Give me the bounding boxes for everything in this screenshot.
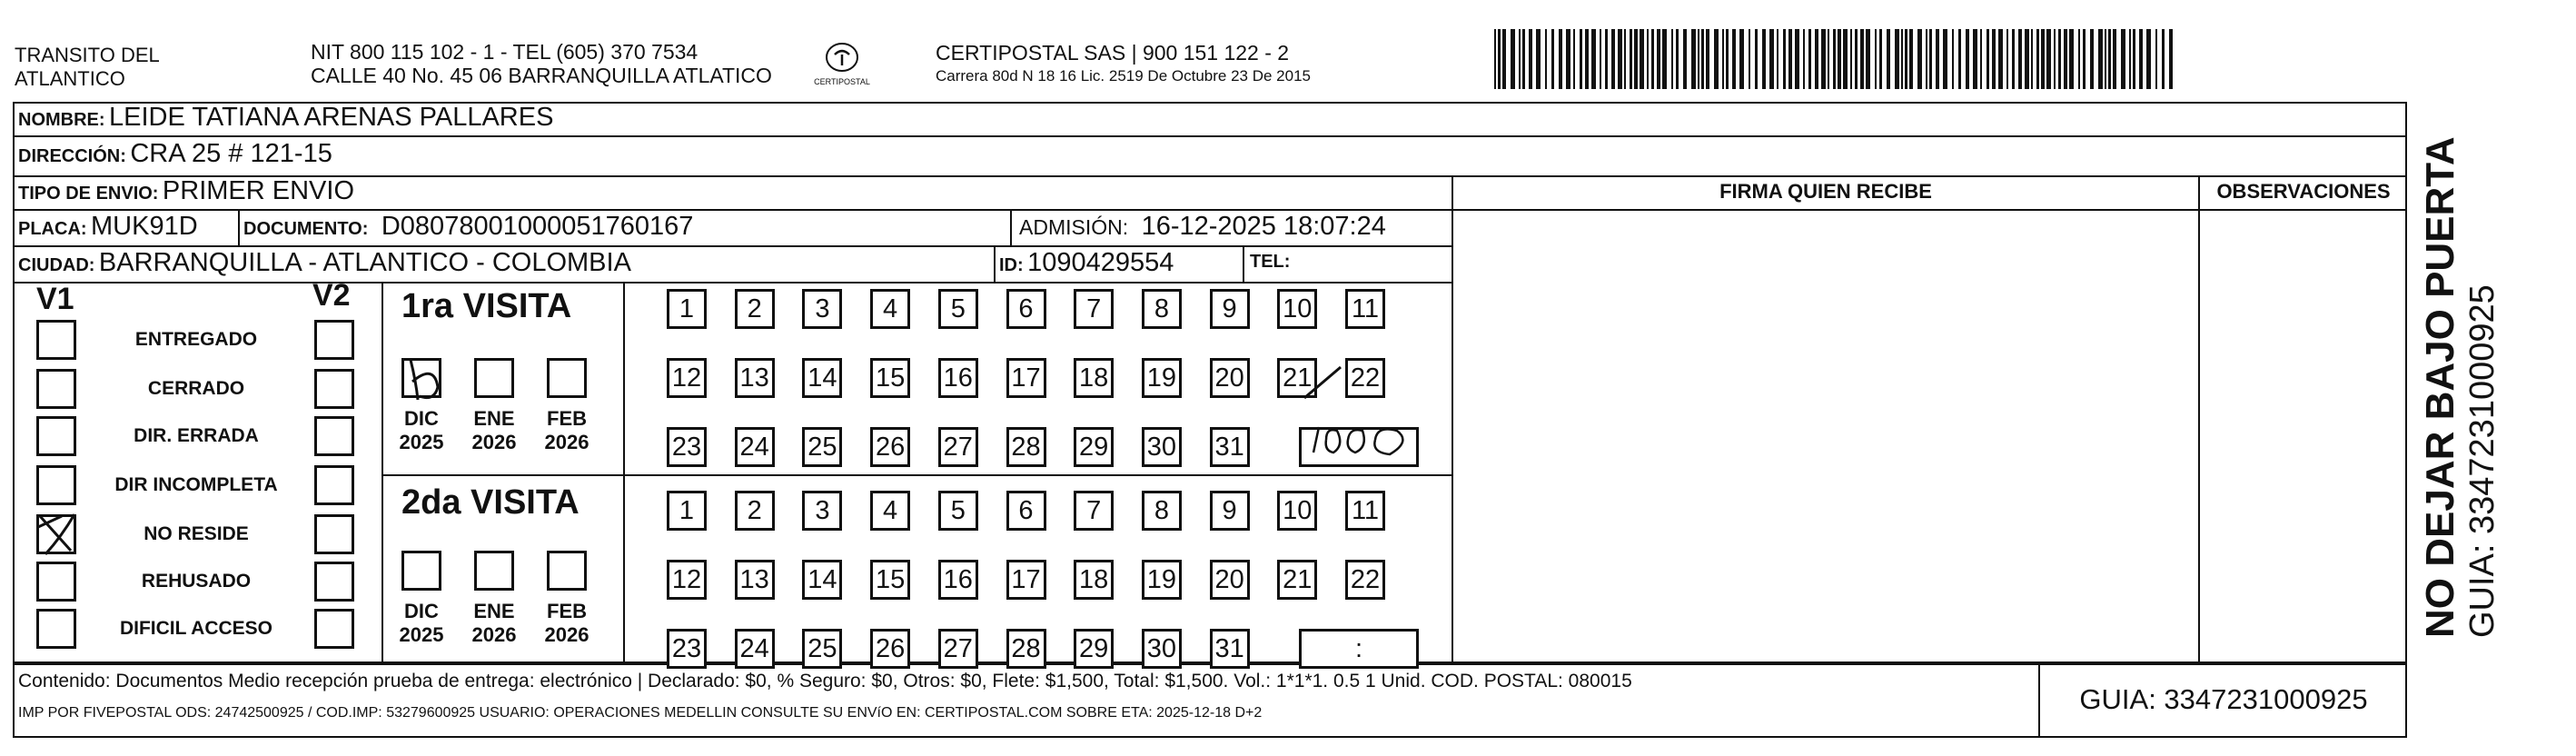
barcode-bar [1647, 29, 1649, 89]
day-box[interactable]: 17 [1006, 358, 1046, 398]
day-box[interactable]: 2 [735, 289, 775, 329]
v1-checkbox[interactable] [36, 416, 76, 456]
barcode-bar [1749, 29, 1750, 89]
day-box[interactable]: 12 [667, 560, 707, 600]
side-notice: NO DEJAR BAJO PUERTA GUIA: 3347231000925 [2418, 136, 2502, 638]
day-21-mark [1301, 362, 1346, 407]
barcode-bar [1580, 29, 1582, 89]
barcode-bar [1838, 29, 1841, 89]
status-label: ENTREGADO [134, 329, 258, 350]
barcode-bar [1783, 29, 1786, 89]
day-box[interactable]: 19 [1142, 560, 1182, 600]
barcode-bar [1843, 29, 1848, 89]
day-box[interactable]: 12 [667, 358, 707, 398]
dic-check-mark [398, 354, 452, 405]
barcode-bar [1905, 29, 1907, 89]
barcode-bar [1926, 29, 1927, 89]
barcode-bar [1701, 29, 1704, 89]
barcode-bar [2169, 29, 2173, 89]
visit1-hour-field[interactable] [1299, 420, 1419, 460]
day-box[interactable]: 4 [870, 491, 910, 531]
barcode-bar [1821, 29, 1826, 89]
month-checkbox[interactable] [401, 551, 441, 591]
barcode-bar [2129, 29, 2131, 89]
observations-area[interactable] [2202, 213, 2405, 660]
day-box[interactable]: 28 [1006, 629, 1046, 669]
barcode-bar [2090, 29, 2094, 89]
v1-checkbox[interactable] [36, 369, 76, 409]
day-box[interactable]: 10 [1277, 289, 1317, 329]
barcode-bar [1722, 29, 1724, 89]
v2-checkbox[interactable] [314, 320, 354, 360]
barcode-bar [1788, 29, 1792, 89]
month-label: DIC 2025 [399, 407, 444, 453]
barcode-bar [2155, 29, 2157, 89]
visit1-title: 1ra VISITA [401, 287, 572, 325]
barcode-bar [1529, 29, 1532, 89]
day-box[interactable]: 14 [802, 560, 842, 600]
carrier-info: CERTIPOSTAL SAS | 900 151 122 - 2 Carrera 80d N 18 16 Lic. 2519 De Octubre 23 De 2015 [936, 41, 1311, 85]
day-box[interactable]: 29 [1074, 427, 1114, 467]
barcode-bar [1573, 29, 1575, 89]
status-label: CERRADO [147, 378, 245, 399]
day-box[interactable]: 3 [802, 491, 842, 531]
barcode-bar [2108, 29, 2111, 89]
day-box[interactable]: 7 [1074, 289, 1114, 329]
barcode-bar [1600, 29, 1601, 89]
barcode-bar [1536, 29, 1541, 89]
barcode-bar [1676, 29, 1679, 89]
v2-checkbox[interactable] [314, 562, 354, 602]
barcode-bar [1671, 29, 1673, 89]
barcode-bar [1833, 29, 1836, 89]
barcode-bar [1624, 29, 1626, 89]
barcode-bar [1943, 29, 1947, 89]
barcode-bar [2139, 29, 2143, 89]
day-box[interactable]: 6 [1006, 289, 1046, 329]
barcode-bar [1522, 29, 1525, 89]
firma-header: FIRMA QUIEN RECIBE [1719, 180, 1932, 203]
day-box[interactable]: 5 [938, 289, 978, 329]
barcode-bar [1850, 29, 1852, 89]
day-box[interactable]: 15 [870, 560, 910, 600]
day-box[interactable]: 30 [1142, 427, 1182, 467]
direccion-row: DIRECCIÓN: CRA 25 # 121-15 [18, 139, 332, 168]
month-checkbox[interactable] [474, 551, 514, 591]
day-box[interactable]: 21 [1277, 358, 1317, 398]
v2-checkbox[interactable] [314, 465, 354, 505]
day-box[interactable]: 10 [1277, 491, 1317, 531]
barcode-bar [1657, 29, 1660, 89]
issuer-name: TRANSITO DEL ATLANTICO [15, 44, 160, 90]
barcode-bar [1795, 29, 1799, 89]
signature-area[interactable] [1455, 213, 2196, 660]
barcode-bar [2012, 29, 2015, 89]
day-box[interactable]: 19 [1142, 358, 1182, 398]
barcode-bar [1519, 29, 1521, 89]
barcode-bar [1726, 29, 1729, 89]
day-box[interactable]: 29 [1074, 629, 1114, 669]
day-box[interactable]: 13 [735, 358, 775, 398]
barcode-bar [1651, 29, 1654, 89]
month-checkbox[interactable] [474, 358, 514, 398]
barcode-bar [1917, 29, 1922, 89]
barcode-bar [1630, 29, 1632, 89]
barcode-bar [1494, 29, 1496, 89]
footer-guia: GUIA: 3347231000925 [2079, 683, 2368, 715]
barcode-bar [1640, 29, 1644, 89]
placa-field: PLACA: MUK91D [18, 212, 198, 241]
barcode-bar [1545, 29, 1547, 89]
nombre-row: NOMBRE: LEIDE TATIANA ARENAS PALLARES [18, 103, 554, 132]
month-label: ENE 2026 [471, 407, 517, 453]
v2-checkbox[interactable] [314, 369, 354, 409]
barcode-bar [1875, 29, 1877, 89]
ciudad-field: CIUDAD: BARRANQUILLA - ATLANTICO - COLOMBIA [18, 248, 631, 277]
observaciones-header: OBSERVACIONES [2216, 180, 2391, 203]
barcode-bar [1815, 29, 1818, 89]
v1-checkbox[interactable] [36, 609, 76, 649]
barcode-bar [1998, 29, 2003, 89]
barcode-bar [1591, 29, 1596, 89]
barcode-bar [2146, 29, 2151, 89]
day-box[interactable]: 3 [802, 289, 842, 329]
barcode-bar [2036, 29, 2039, 89]
day-box[interactable]: 24 [735, 427, 775, 467]
day-box[interactable]: 16 [938, 560, 978, 600]
day-box[interactable]: 7 [1074, 491, 1114, 531]
barcode-bar [1502, 29, 1506, 89]
footer-imp: IMP POR FIVEPOSTAL ODS: 24742500925 / COD.IMP: 53279600925 USUARIO: OPERACIONES MEDELLIN CONSULTE SU ENVíO EN: CERTIPOSTAL.COM SOBRE ETA: 2025-12-18 D+2 [18, 705, 1263, 721]
barcode-bar [1732, 29, 1736, 89]
barcode-bar [1879, 29, 1882, 89]
id-field: ID: 1090429554 [999, 248, 1174, 277]
barcode-bar [2113, 29, 2116, 89]
barcode-bar [1936, 29, 1939, 89]
barcode-bar [1803, 29, 1805, 89]
barcode-bar [2064, 29, 2067, 89]
month-label: DIC 2025 [399, 600, 444, 646]
barcode-bar [1980, 29, 1982, 89]
day-box[interactable]: 2 [735, 491, 775, 531]
barcode-bar [2133, 29, 2135, 89]
status-label: REHUSADO [141, 571, 252, 592]
day-box[interactable]: 17 [1006, 560, 1046, 600]
barcode-bar [1683, 29, 1687, 89]
barcode-bar [1952, 29, 1954, 89]
month-checkbox[interactable] [547, 551, 587, 591]
barcode-bar [1691, 29, 1696, 89]
day-box[interactable]: 27 [938, 427, 978, 467]
barcode-bar [1551, 29, 1554, 89]
visit2-title: 2da VISITA [401, 483, 580, 522]
barcode-bar [1895, 29, 1899, 89]
barcode-bar [1739, 29, 1744, 89]
barcode-bar [1992, 29, 1996, 89]
day-box[interactable]: 25 [802, 427, 842, 467]
v2-checkbox[interactable] [314, 609, 354, 649]
barcode-bar [1605, 29, 1608, 89]
barcode-bar [1777, 29, 1778, 89]
day-box[interactable]: 20 [1210, 358, 1250, 398]
barcode [1494, 27, 2185, 91]
day-box[interactable]: 5 [938, 491, 978, 531]
logo-icon [824, 42, 860, 73]
barcode-bar [2006, 29, 2008, 89]
barcode-bar [2018, 29, 2022, 89]
day-box[interactable]: 8 [1142, 491, 1182, 531]
barcode-bar [2025, 29, 2029, 89]
carrier-logo: CERTIPOSTAL [792, 42, 892, 86]
day-box[interactable]: 26 [870, 427, 910, 467]
barcode-bar [2078, 29, 2080, 89]
v2-label: V2 [312, 278, 351, 313]
barcode-bar [2162, 29, 2165, 89]
month-label: FEB 2026 [544, 407, 590, 453]
footer-content: Contenido: Documentos Medio recepción prueba de entrega: electrónico | Declarado: $0, % Seguro: $0, Otros: $0, Flete: $1,500, Total: $1,500. Vol.: 1*1*1. 0.5 1 Unid. COD. POSTAL: 080015 [18, 671, 1632, 691]
day-box[interactable]: 25 [802, 629, 842, 669]
day-box[interactable]: 31 [1210, 629, 1250, 669]
day-box[interactable]: 15 [870, 358, 910, 398]
documento-field: DOCUMENTO: D08078001000051760167 [243, 212, 694, 241]
day-box[interactable]: 27 [938, 629, 978, 669]
v1-label: V1 [36, 282, 74, 316]
barcode-bar [2046, 29, 2051, 89]
day-box[interactable]: 4 [870, 289, 910, 329]
barcode-bar [1901, 29, 1903, 89]
barcode-bar [1966, 29, 1969, 89]
barcode-bar [1698, 29, 1699, 89]
barcode-bar [2031, 29, 2033, 89]
v1-checkbox[interactable] [36, 465, 76, 505]
barcode-bar [1808, 29, 1811, 89]
admision-field: ADMISIÓN: 16-12-2025 18:07:24 [1019, 212, 1386, 241]
barcode-bar [1511, 29, 1515, 89]
barcode-bar [1611, 29, 1615, 89]
barcode-bar [2121, 29, 2125, 89]
barcode-bar [2105, 29, 2106, 89]
day-box[interactable]: 16 [938, 358, 978, 398]
v1-checkbox[interactable] [36, 320, 76, 360]
barcode-bar [1498, 29, 1501, 89]
v1-checkbox[interactable] [36, 562, 76, 602]
barcode-bar [1706, 29, 1709, 89]
barcode-bar [1887, 29, 1890, 89]
day-box[interactable]: 21 [1277, 560, 1317, 600]
barcode-bar [2054, 29, 2056, 89]
day-box[interactable]: 31 [1210, 427, 1250, 467]
barcode-bar [1762, 29, 1766, 89]
hour-box[interactable]: : [1299, 629, 1419, 669]
day-box[interactable]: 9 [1210, 289, 1250, 329]
status-label: DIFICIL ACCESO [119, 618, 272, 639]
barcode-bar [1958, 29, 1961, 89]
barcode-bar [1618, 29, 1622, 89]
no-reside-check-mark [35, 509, 85, 560]
day-box[interactable]: 11 [1345, 491, 1385, 531]
barcode-bar [1566, 29, 1570, 89]
barcode-bar [1860, 29, 1864, 89]
barcode-bar [2083, 29, 2086, 89]
month-label: FEB 2026 [544, 600, 590, 646]
day-box[interactable]: 22 [1345, 560, 1385, 600]
day-box[interactable]: 23 [667, 427, 707, 467]
tipo-envio-row: TIPO DE ENVIO: PRIMER ENVIO [18, 176, 355, 205]
status-label: DIR INCOMPLETA [114, 474, 278, 495]
barcode-bar [1929, 29, 1932, 89]
hour-handwriting [1299, 420, 1419, 460]
day-box[interactable]: 18 [1074, 358, 1114, 398]
day-box[interactable]: 1 [667, 491, 707, 531]
barcode-bar [1634, 29, 1638, 89]
day-box[interactable]: 30 [1142, 629, 1182, 669]
day-box[interactable]: 8 [1142, 289, 1182, 329]
barcode-bar [1855, 29, 1858, 89]
issuer-contact: NIT 800 115 102 - 1 - TEL (605) 370 7534 CALLE 40 No. 45 06 BARRANQUILLA ATLATICO [311, 40, 772, 87]
day-box[interactable]: 6 [1006, 491, 1046, 531]
barcode-bar [1828, 29, 1829, 89]
barcode-bar [1769, 29, 1774, 89]
day-box[interactable]: 13 [735, 560, 775, 600]
status-label: NO RESIDE [144, 523, 249, 544]
barcode-bar [1973, 29, 1977, 89]
day-box[interactable]: 11 [1345, 289, 1385, 329]
day-box[interactable]: 20 [1210, 560, 1250, 600]
day-box[interactable]: 1 [667, 289, 707, 329]
barcode-bar [1662, 29, 1667, 89]
barcode-bar [2069, 29, 2074, 89]
barcode-bar [1986, 29, 1989, 89]
barcode-bar [1755, 29, 1758, 89]
status-label: DIR. ERRADA [134, 425, 259, 446]
day-box[interactable]: 26 [870, 629, 910, 669]
barcode-bar [2058, 29, 2061, 89]
day-box[interactable]: 23 [667, 629, 707, 669]
v2-checkbox[interactable] [314, 416, 354, 456]
day-box[interactable]: 24 [735, 629, 775, 669]
barcode-bar [1714, 29, 1719, 89]
day-box[interactable]: 14 [802, 358, 842, 398]
tel-field: TEL: [1250, 252, 1291, 272]
day-box[interactable]: 22 [1345, 358, 1385, 398]
month-checkbox[interactable] [547, 358, 587, 398]
barcode-bar [2098, 29, 2103, 89]
barcode-bar [1559, 29, 1562, 89]
day-box[interactable]: 9 [1210, 491, 1250, 531]
barcode-bar [2041, 29, 2045, 89]
month-label: ENE 2026 [471, 600, 517, 646]
day-box[interactable]: 28 [1006, 427, 1046, 467]
barcode-bar [1585, 29, 1589, 89]
barcode-bar [1866, 29, 1870, 89]
barcode-bar [1909, 29, 1913, 89]
day-box[interactable]: 18 [1074, 560, 1114, 600]
v2-checkbox[interactable] [314, 514, 354, 554]
